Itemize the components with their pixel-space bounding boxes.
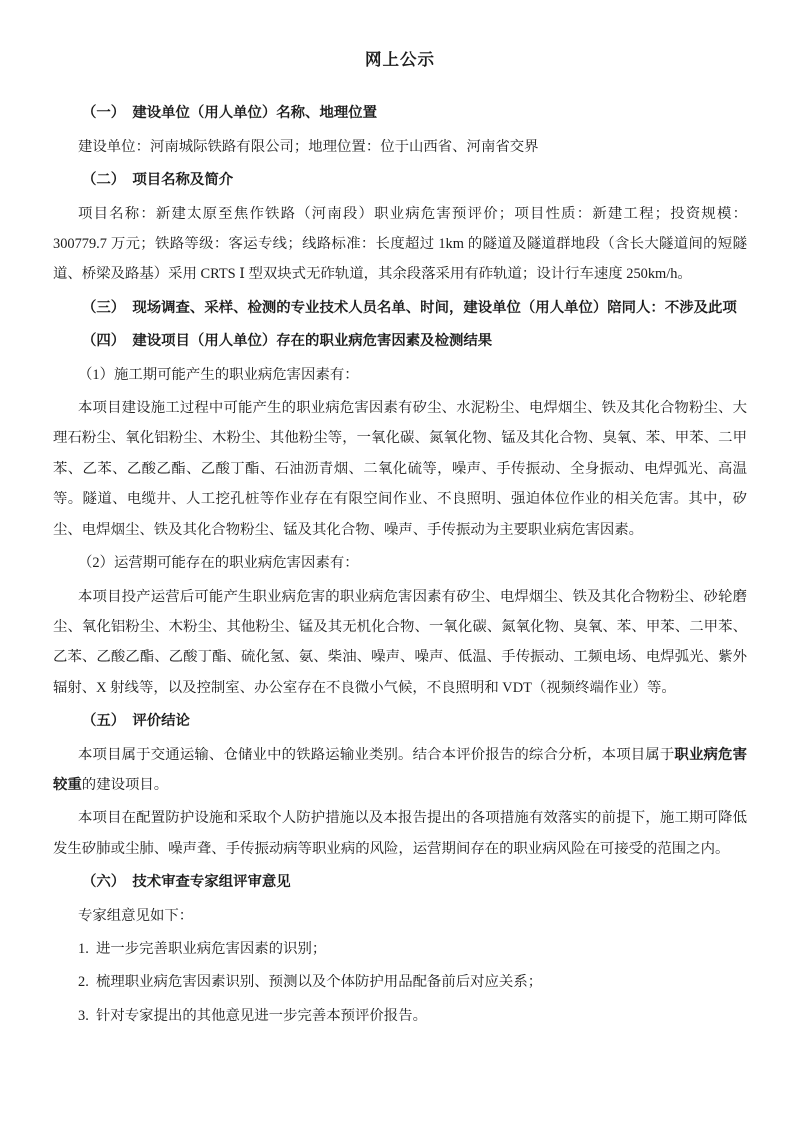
conclusion-text-post: 的建设项目。	[81, 776, 169, 793]
expert-opinion-item-1: 1. 进一步完善职业病危害因素的识别；	[78, 940, 327, 957]
operation-period-factors-paragraph: 本项目投产运营后可能产生职业病危害的职业病危害因素有矽尘、电焊烟尘、铁及其化合物粉尘、砂轮磨尘、氧化铝粉尘、木粉尘、其他粉尘、锰及其无机化合物、一氧化碳、氮氧化物、臭氧、苯、甲苯、二甲苯、乙苯、乙酸乙酯、乙酸丁酯、硫化氢、氨、柴油、噪声、噪声、低温、手传振动、工频电场、电焊弧光、紫外辐射、X 射线等，以及控制室、办公室存在不良微小气候，不良照明和 VDT（视频终端作业）等。	[53, 588, 747, 696]
expert-opinion-item-2: 2. 梳理职业病危害因素识别、预测以及个体防护用品配备前后对应关系；	[78, 974, 543, 991]
page-title: 网上公示	[365, 50, 435, 69]
expert-opinion-item-3: 3. 针对专家提出的其他意见进一步完善本预评价报告。	[78, 1007, 427, 1024]
section-6-heading: （六） 技术审查专家组评审意见	[82, 874, 291, 891]
conclusion-paragraph	[53, 740, 747, 801]
section-5-heading: （五） 评价结论	[82, 713, 190, 730]
section-2-heading: （二） 项目名称及简介	[82, 172, 234, 189]
section-3-heading: （三） 现场调查、采样、检测的专业技术人员名单、时间，建设单位（用人单位）陪同人：不涉及此项	[82, 299, 737, 316]
conclusion-risk-level: 职业病危害较重	[53, 746, 747, 793]
section-1-heading: （一） 建设单位（用人单位）名称、地理位置	[82, 105, 378, 122]
expert-opinions-intro: 专家组意见如下：	[78, 907, 194, 924]
operation-period-label: （2）运营期可能存在的职业病危害因素有：	[78, 555, 359, 572]
construction-period-label: （1）施工期可能产生的职业病危害因素有：	[78, 366, 359, 383]
section-4-heading: （四） 建设项目（用人单位）存在的职业病危害因素及检测结果	[82, 333, 493, 350]
construction-period-factors-paragraph: 本项目建设施工过程中可能产生的职业病危害因素有矽尘、水泥粉尘、电焊烟尘、铁及其化合物粉尘、大理石粉尘、氧化铝粉尘、木粉尘、其他粉尘等，一氧化碳、氮氧化物、锰及其化合物、臭氧、苯、甲苯、二甲苯、乙苯、乙酸乙酯、乙酸丁酯、石油沥青烟、二氧化硫等，噪声、手传振动、全身振动、电焊弧光、高温等。隧道、电缆井、人工挖孔桩等作业存在有限空间作业、不良照明、强迫体位作业的相关危害。其中，矽尘、电焊烟尘、铁及其化合物粉尘、锰及其化合物、噪声、手传振动为主要职业病危害因素。	[53, 400, 747, 538]
mitigation-paragraph: 本项目在配置防护设施和采取个人防护措施以及本报告提出的各项措施有效落实的前提下，施工期可降低发生矽肺或尘肺、噪声聋、手传振动病等职业病的风险，运营期间存在的职业病风险在可接受的范围之内。	[53, 810, 747, 857]
conclusion-text-pre: 本项目属于交通运输、仓储业中的铁路运输业类别。结合本评价报告的综合分析，本项目属于	[78, 746, 675, 763]
project-summary-paragraph: 项目名称：新建太原至焦作铁路（河南段）职业病危害预评价；项目性质：新建工程；投资规模：300779.7 万元；铁路等级：客运专线；线路标准：长度超过 1km 的隧道及隧道群地段（含长大隧道间的短隧道、桥梁及路基）采用 CRTS Ⅰ 型双块式无砟轨道，其余段落采用有砟轨道；设计行车速度 250km/h。	[53, 205, 747, 283]
section-1-body: 建设单位：河南城际铁路有限公司；地理位置：位于山西省、河南省交界	[78, 138, 539, 155]
